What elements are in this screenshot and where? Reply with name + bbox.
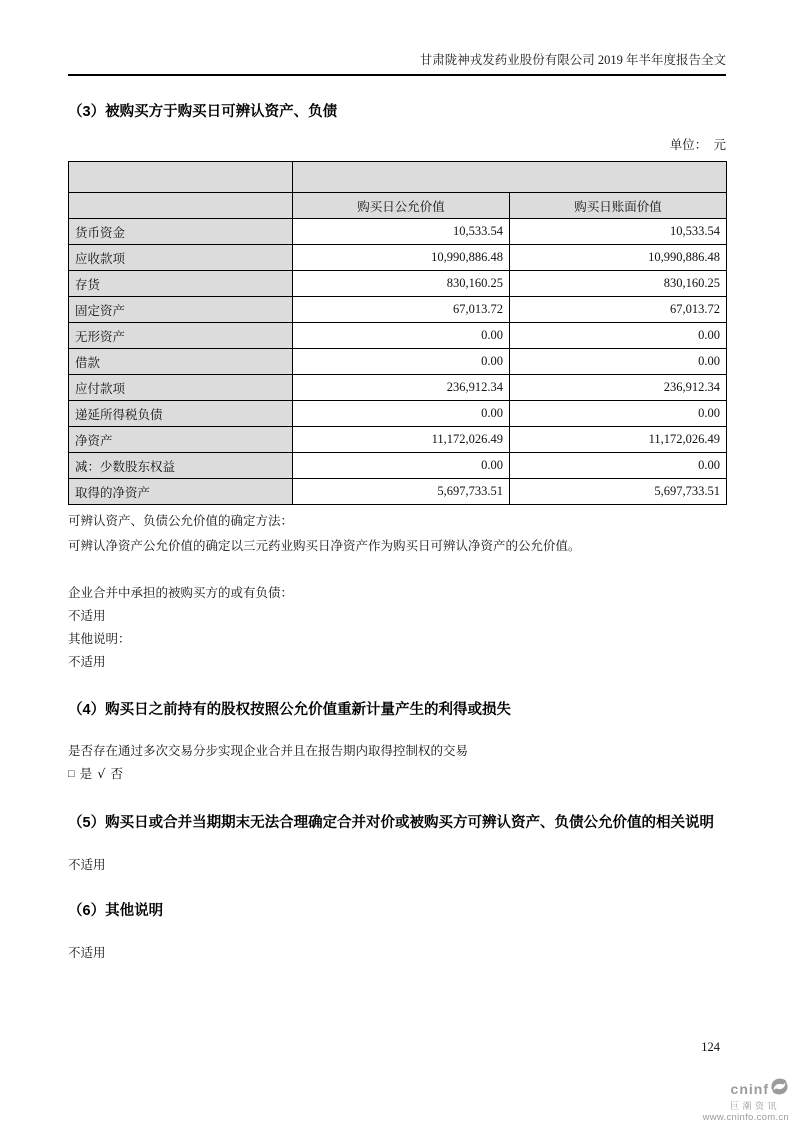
fair-value-method-body: 可辨认净资产公允价值的确定以三元药业购买日净资产作为购买日可辨认净资产的公允价值。 <box>68 539 581 553</box>
yes-no-options <box>68 766 726 783</box>
table-row <box>69 219 727 245</box>
fair-value-cell: 11,172,026.49 <box>293 427 510 453</box>
book-value-cell: 236,912.34 <box>510 375 727 401</box>
fair-value-cell: 236,912.34 <box>293 375 510 401</box>
col-header-book-value: 购买日账面价值 <box>510 193 727 219</box>
fair-value-cell: 0.00 <box>293 453 510 479</box>
fair-value-cell: 0.00 <box>293 401 510 427</box>
section6-value: 不适用 <box>68 946 106 960</box>
table-row-blank <box>69 162 727 193</box>
cninfo-url: www.cninfo.com.cn <box>702 1112 789 1122</box>
row-label: 应付款项 <box>69 375 293 401</box>
other-notes-value: 不适用 <box>68 655 106 669</box>
table-row <box>69 375 727 401</box>
fair-value-cell: 10,533.54 <box>293 219 510 245</box>
table-row <box>69 427 727 453</box>
row-label: 货币资金 <box>69 219 293 245</box>
section5-value: 不适用 <box>68 858 106 872</box>
fair-value-cell: 0.00 <box>293 349 510 375</box>
header-divider <box>68 74 726 76</box>
blank-cell <box>69 162 293 193</box>
row-label: 应收款项 <box>69 245 293 271</box>
yes-option-label: 是 <box>79 767 94 781</box>
book-value-cell: 67,013.72 <box>510 297 727 323</box>
blank-merged-cell <box>293 162 727 193</box>
book-value-cell: 0.00 <box>510 401 727 427</box>
table-header-row <box>69 193 727 219</box>
table-row <box>69 479 727 505</box>
page-number: 124 <box>701 1040 720 1054</box>
book-value-cell: 5,697,733.51 <box>510 479 727 505</box>
table-row <box>69 245 727 271</box>
row-label: 存货 <box>69 271 293 297</box>
unit-label: 单位： 元 <box>669 138 726 152</box>
section6-heading: （6）其他说明 <box>68 903 164 919</box>
row-label: 净资产 <box>69 427 293 453</box>
book-value-cell: 10,533.54 <box>510 219 727 245</box>
table-row <box>69 349 727 375</box>
contingent-liabilities-value: 不适用 <box>68 609 106 623</box>
book-value-cell: 0.00 <box>510 323 727 349</box>
row-label: 借款 <box>69 349 293 375</box>
col-header-fair-value: 购买日公允价值 <box>293 193 510 219</box>
cninfo-chinese-name: 巨潮资讯 <box>729 1101 780 1111</box>
fair-value-method-title: 可辨认资产、负债公允价值的确定方法： <box>68 514 294 528</box>
fair-value-cell: 5,697,733.51 <box>293 479 510 505</box>
fair-value-cell: 10,990,886.48 <box>293 245 510 271</box>
section5-heading: （5）购买日或合并当期期末无法合理确定合并对价或被购买方可辨认资产、负债公允价值的相关说明 <box>68 815 715 831</box>
checkbox-yes-icon: □ <box>68 768 76 780</box>
blank-cell <box>69 193 293 219</box>
table-row <box>69 401 727 427</box>
row-label: 无形资产 <box>69 323 293 349</box>
other-notes-title: 其他说明： <box>68 632 131 646</box>
cninfo-brand-row <box>703 1077 789 1100</box>
table-row <box>69 271 727 297</box>
no-option-label: 否 <box>110 767 125 781</box>
book-value-cell: 11,172,026.49 <box>510 427 727 453</box>
identifiable-assets-table <box>68 161 727 505</box>
book-value-cell: 0.00 <box>510 453 727 479</box>
cninfo-swirl-icon <box>770 1077 789 1100</box>
book-value-cell: 10,990,886.48 <box>510 245 727 271</box>
fair-value-cell: 67,013.72 <box>293 297 510 323</box>
checkmark-no-icon: √ <box>97 766 107 781</box>
row-label: 固定资产 <box>69 297 293 323</box>
table-row <box>69 297 727 323</box>
book-value-cell: 830,160.25 <box>510 271 727 297</box>
table-row <box>69 323 727 349</box>
contingent-liabilities-title: 企业合并中承担的被购买方的或有负债： <box>68 586 294 600</box>
cninfo-brand-text: cninf <box>730 1080 769 1097</box>
row-label: 递延所得税负债 <box>69 401 293 427</box>
cninfo-logo <box>703 1077 789 1122</box>
fair-value-cell: 0.00 <box>293 323 510 349</box>
row-label: 取得的净资产 <box>69 479 293 505</box>
report-header-title: 甘肃陇神戎发药业股份有限公司 2019 年半年度报告全文 <box>419 53 726 67</box>
table-row <box>69 453 727 479</box>
fair-value-cell: 830,160.25 <box>293 271 510 297</box>
section3-heading: （3）被购买方于购买日可辨认资产、负债 <box>68 104 338 120</box>
book-value-cell: 0.00 <box>510 349 727 375</box>
step-acquisition-question: 是否存在通过多次交易分步实现企业合并且在报告期内取得控制权的交易 <box>68 744 469 758</box>
section4-heading: （4）购买日之前持有的股权按照公允价值重新计量产生的利得或损失 <box>68 702 512 718</box>
row-label: 减：少数股东权益 <box>69 453 293 479</box>
